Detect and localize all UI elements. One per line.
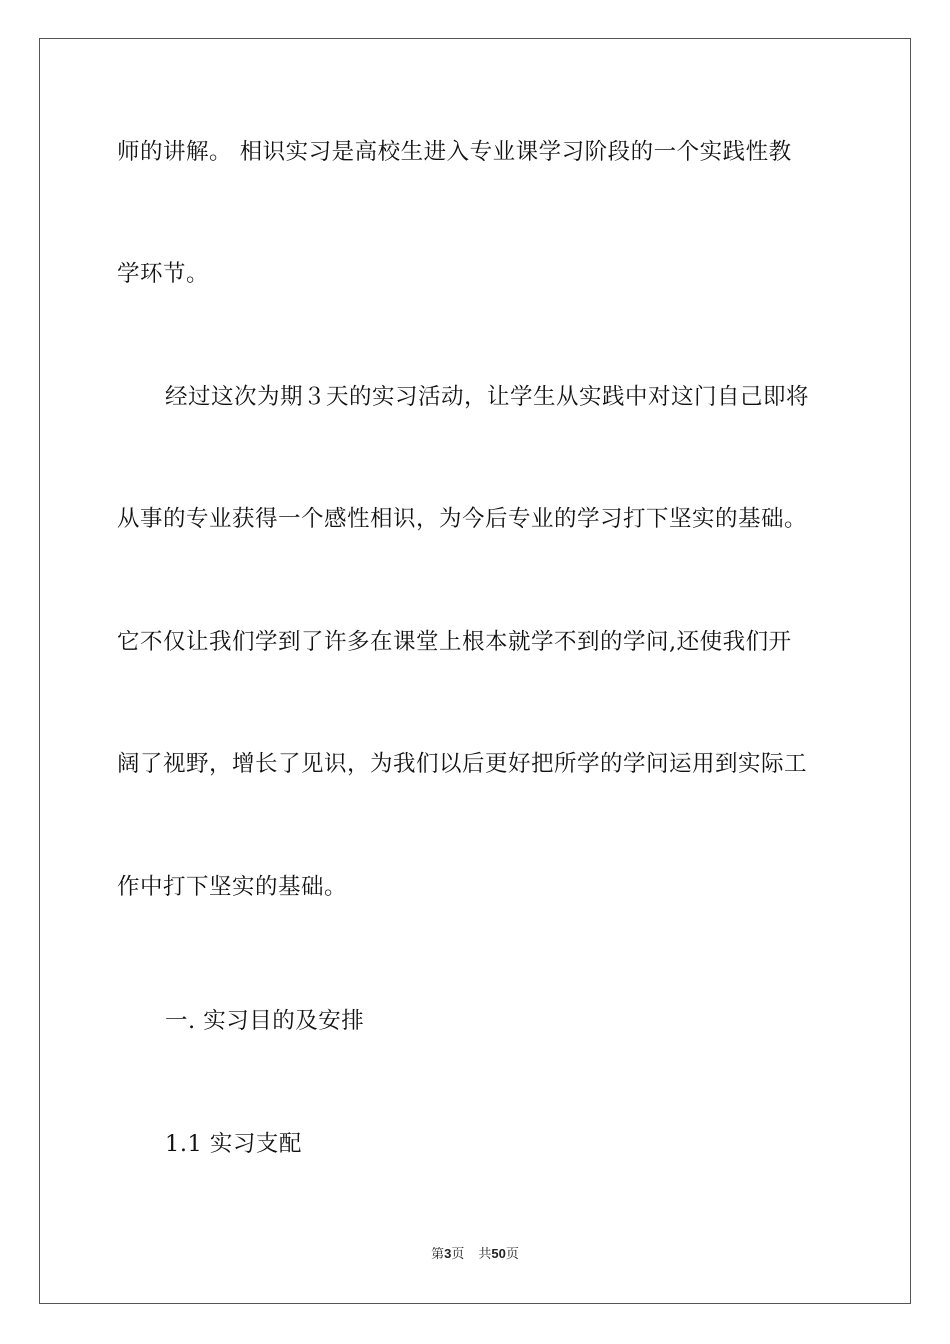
body-text-line: 作中打下坚实的基础。	[117, 874, 348, 900]
total-pages: 50	[491, 1246, 506, 1261]
body-text-line: 学环节。	[117, 261, 210, 287]
section-heading: 一. 实习目的及安排	[165, 1008, 365, 1034]
total-prefix: 共	[478, 1247, 492, 1262]
page-border	[39, 38, 911, 1304]
body-text-line: 它不仅让我们学到了许多在课堂上根本就学不到的学问,还使我们开	[117, 629, 792, 655]
body-text-line: 从事的专业获得一个感性相识，为今后专业的学习打下坚实的基础。	[117, 506, 808, 532]
paragraph-start-line: 经过这次为期３天的实习活动，让学生从实践中对这门自己即将	[165, 384, 810, 410]
body-text-line: 阔了视野，增长了见识，为我们以后更好把所学的学问运用到实际工	[117, 751, 808, 777]
subsection-heading: 1.1 实习支配	[165, 1131, 302, 1157]
page-prefix: 第	[431, 1247, 445, 1262]
total-suffix: 页	[505, 1247, 519, 1262]
body-text-line: 师的讲解。 相识实习是高校生进入专业课学习阶段的一个实践性教	[117, 139, 792, 165]
page-footer	[0, 1245, 950, 1264]
page-suffix: 页	[451, 1247, 465, 1262]
page-number: 3	[444, 1246, 452, 1261]
